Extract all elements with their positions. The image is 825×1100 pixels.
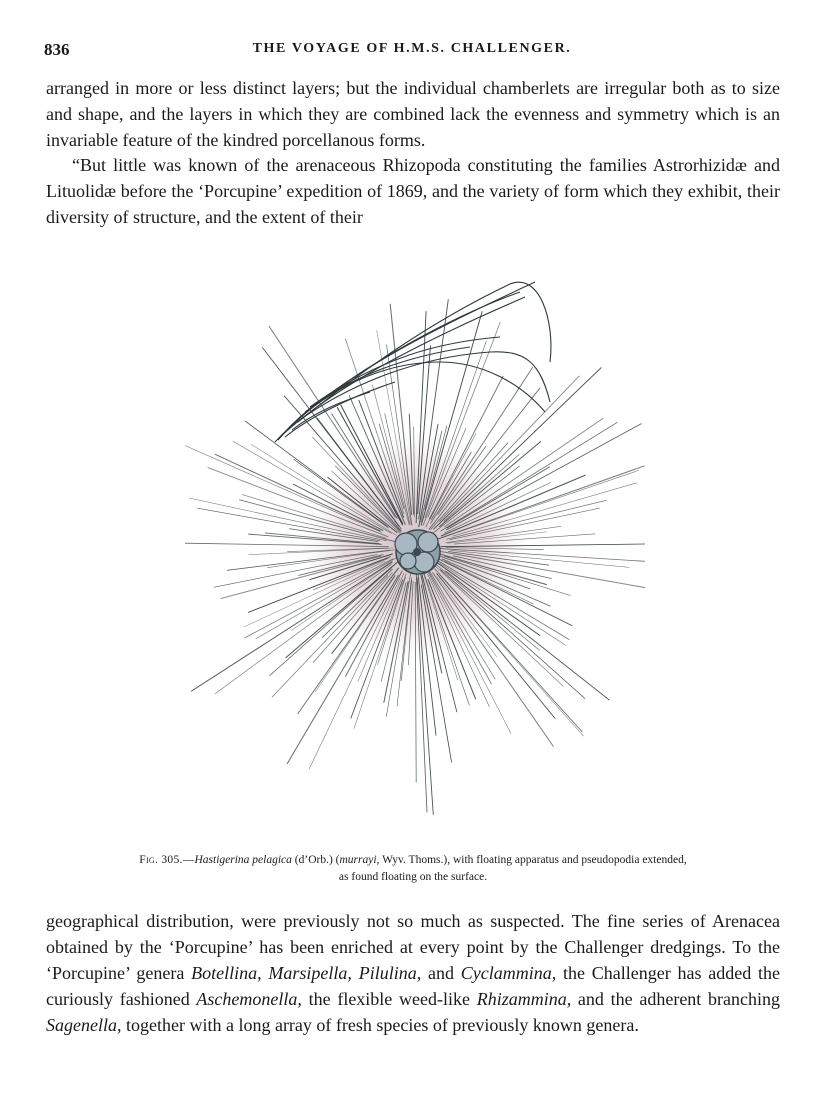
genus-marsipella: Marsipella, [268, 963, 352, 983]
caption-rest: , Wyv. Thoms.), with floating apparatus and pseudopodia extended, [376, 854, 687, 866]
p3-text-a: geographical distribution, were previously not so much as suspected. The fine series of Arenacea obtained by the ‘Porcupine’ has been enriched at every point by the Challenger dredgings. To the ‘Porcupine’ genera [46, 911, 780, 983]
synonym-name: murrayi [339, 854, 377, 866]
genus-botellina: Botellina, [191, 963, 262, 983]
figure-caption [80, 852, 746, 886]
genus-aschemonella: Aschemonella, [196, 989, 302, 1009]
paragraph-2: “But little was known of the arenaceous Rhizopoda constituting the families Astrorhizidæ and Lituolidæ before the ‘Porcupine’ expedition of 1869, and the variety of form which they exhibit, their diversity of structure, and the extent of their [46, 155, 780, 227]
p3-text-and: and [421, 963, 461, 983]
genus-pilulina: Pilulina, [358, 963, 422, 983]
caption-line-1 [80, 852, 746, 869]
hastigerina-illustration [180, 262, 650, 842]
p3-text-b: the Challenger has added the curiously fashioned [46, 963, 780, 1009]
genus-rhizammina: Rhizammina, [476, 989, 572, 1009]
figure-illustration [180, 262, 650, 842]
p3-text-d: and the adherent branching [571, 989, 781, 1009]
species-name: Hastigerina pelagica [194, 854, 292, 866]
author-text: (d’Orb.) ( [291, 854, 340, 866]
page-number: 836 [44, 40, 70, 59]
figure-label: Fig. 305.— [139, 854, 195, 866]
genus-sagenella: Sagenella, [46, 1015, 122, 1035]
genus-cyclammina: Cyclammina, [460, 963, 557, 983]
p3-text-e: together with a long array of fresh species of previously known genera. [121, 1015, 639, 1035]
caption-line-2: as found floating on the surface. [338, 871, 488, 883]
page-header [44, 40, 780, 64]
paragraph-3 [46, 908, 780, 1038]
shell [395, 530, 440, 574]
running-head: THE VOYAGE OF H.M.S. CHALLENGER. [252, 41, 572, 56]
paragraph-1: arranged in more or less distinct layers; but the individual chamberlets are irregular both as to size and shape, and the layers in which they are combined lack the evenness and symmetry which is an invariable feature of the kindred porcellanous forms. [46, 78, 780, 150]
p3-text-c: the flexible weed-like [301, 989, 477, 1009]
